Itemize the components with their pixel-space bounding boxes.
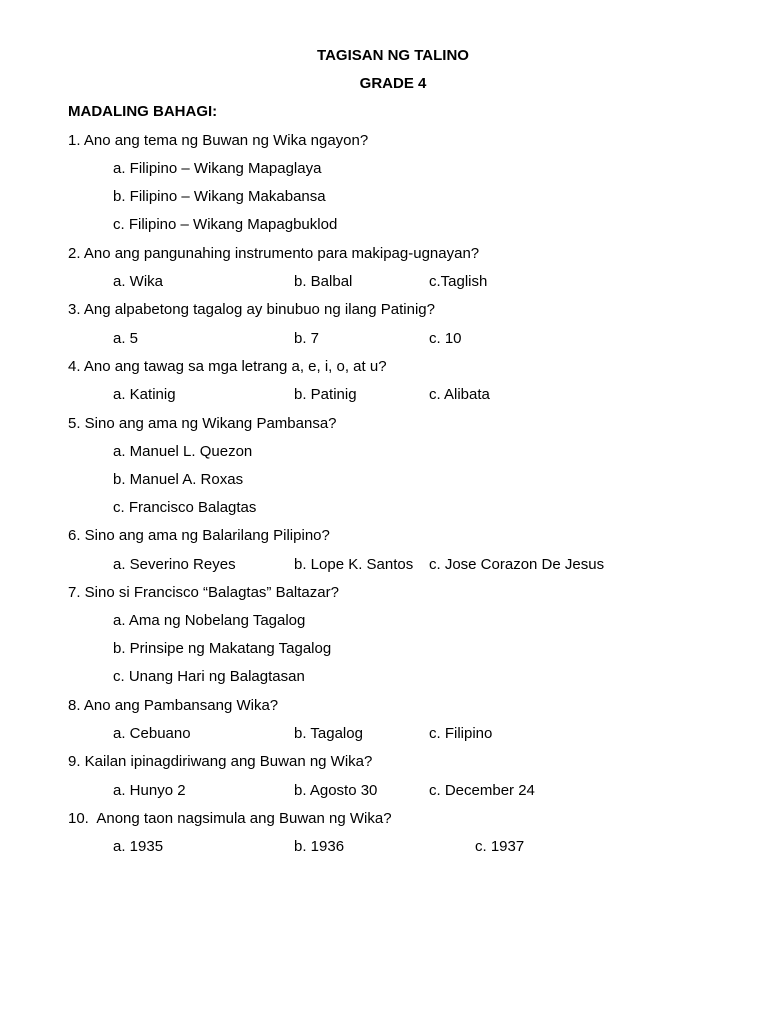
question-6: 6. Sino ang ama ng Balarilang Pilipino?	[68, 527, 330, 544]
page-title: TAGISAN NG TALINO	[317, 47, 469, 64]
question-9: 9. Kailan ipinagdiriwang ang Buwan ng Wika?	[68, 753, 373, 770]
q2-choice-a: a. Wika	[113, 273, 164, 290]
q7-choice-c: c. Unang Hari ng Balagtasan	[113, 668, 305, 685]
q2-choice-c: c.Taglish	[429, 273, 488, 290]
q5-choice-b: b. Manuel A. Roxas	[113, 471, 244, 488]
q1-choice-a: a. Filipino – Wikang Mapaglaya	[113, 160, 322, 177]
q2-choice-b: b. Balbal	[294, 273, 353, 290]
q5-choice-a: a. Manuel L. Quezon	[113, 443, 253, 460]
question-8: 8. Ano ang Pambansang Wika?	[68, 697, 279, 714]
q4-choice-a: a. Katinig	[113, 386, 176, 403]
q6-choice-c: c. Jose Corazon De Jesus	[429, 556, 605, 573]
q3-choice-c: c. 10	[429, 330, 462, 347]
q6-choice-a: a. Severino Reyes	[113, 556, 236, 573]
q9-choice-a: a. Hunyo 2	[113, 782, 186, 799]
q8-choice-c: c. Filipino	[429, 725, 493, 742]
q6-choice-b: b. Lope K. Santos	[294, 556, 414, 573]
question-3: 3. Ang alpabetong tagalog ay binubuo ng ilang Patinig?	[68, 301, 435, 318]
q1-choice-c: c. Filipino – Wikang Mapagbuklod	[113, 216, 338, 233]
question-4: 4. Ano ang tawag sa mga letrang a, e, i, o, at u?	[68, 358, 387, 375]
q4-choice-c: c. Alibata	[429, 386, 490, 403]
grade-label: GRADE 4	[359, 75, 427, 92]
q10-choice-c: c. 1937	[475, 838, 525, 855]
question-1: 1. Ano ang tema ng Buwan ng Wika ngayon?	[68, 132, 369, 149]
question-10: 10. Anong taon nagsimula ang Buwan ng Wika?	[68, 810, 392, 827]
q10-choice-b: b. 1936	[294, 838, 345, 855]
q9-choice-b: b. Agosto 30	[294, 782, 378, 799]
q1-choice-b: b. Filipino – Wikang Makabansa	[113, 188, 326, 205]
question-7: 7. Sino si Francisco “Balagtas” Baltazar?	[68, 584, 339, 601]
q3-choice-b: b. 7	[294, 330, 320, 347]
q4-choice-b: b. Patinig	[294, 386, 357, 403]
q7-choice-b: b. Prinsipe ng Makatang Tagalog	[113, 640, 332, 657]
question-2: 2. Ano ang pangunahing instrumento para makipag-ugnayan?	[68, 245, 480, 262]
q8-choice-a: a. Cebuano	[113, 725, 191, 742]
q7-choice-a: a. Ama ng Nobelang Tagalog	[113, 612, 306, 629]
section-heading: MADALING BAHAGI:	[68, 103, 218, 120]
q9-choice-c: c. December 24	[429, 782, 535, 799]
q3-choice-a: a. 5	[113, 330, 139, 347]
question-5: 5. Sino ang ama ng Wikang Pambansa?	[68, 415, 337, 432]
q10-choice-a: a. 1935	[113, 838, 164, 855]
q5-choice-c: c. Francisco Balagtas	[113, 499, 257, 516]
q8-choice-b: b. Tagalog	[294, 725, 363, 742]
